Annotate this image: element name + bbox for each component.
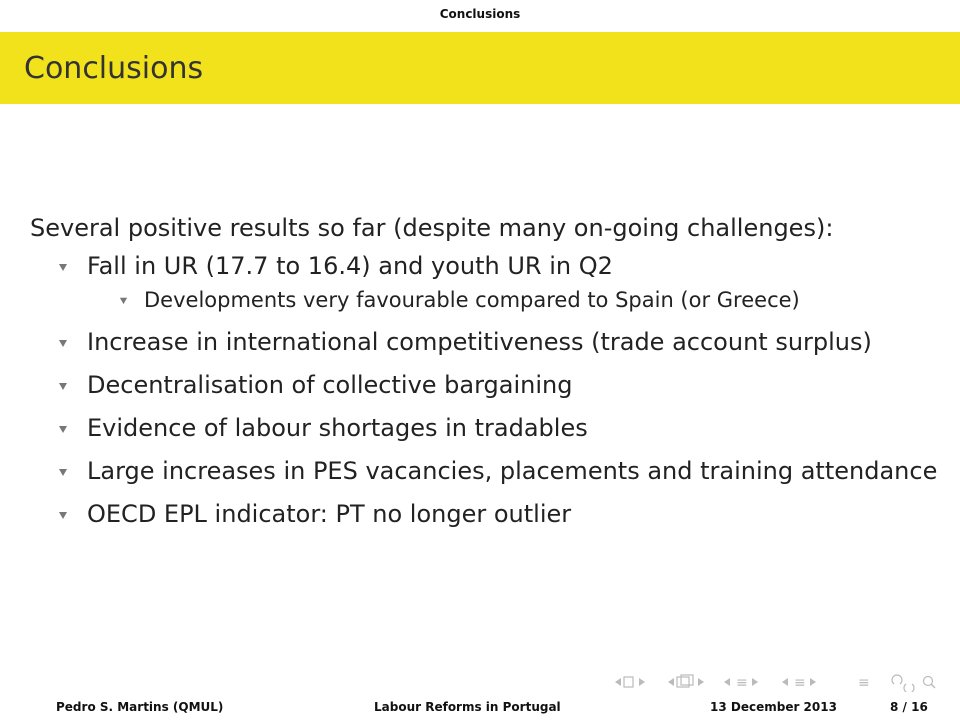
- list-item: [30, 250, 940, 315]
- list-item: [30, 369, 940, 401]
- next-section-icon[interactable]: [752, 678, 758, 686]
- bullet-list: [30, 250, 940, 530]
- align-icon[interactable]: [858, 675, 870, 691]
- list-item-text: Decentralisation of collective bargaining: [87, 371, 573, 399]
- list-item-text: OECD EPL indicator: PT no longer outlier: [87, 500, 572, 528]
- next-subsubsection-icon[interactable]: [810, 678, 816, 686]
- list-item-text: Fall in UR (17.7 to 16.4) and youth UR in Q2: [87, 252, 613, 280]
- intro-text: Several positive results so far (despite many on-going challenges):: [30, 214, 834, 242]
- list-item-text: Evidence of labour shortages in tradables: [87, 414, 588, 442]
- svg-text:≡: ≡: [736, 675, 748, 691]
- triangle-bullet-icon: [58, 381, 68, 391]
- triangle-bullet-icon: [58, 338, 68, 348]
- back-icon[interactable]: [892, 675, 902, 684]
- list-item-text: Increase in international competitiveness (trade account surplus): [87, 328, 872, 356]
- triangle-bullet-icon: [58, 510, 68, 520]
- list-item-text: Large increases in PES vacancies, placements and training attendance: [87, 457, 938, 485]
- footer-date: 13 December 2013: [710, 700, 837, 714]
- footer-page-number: 8 / 16: [890, 700, 928, 714]
- sub-bullet-list: [87, 285, 940, 315]
- sub-list-item: [87, 285, 940, 315]
- next-subsection-icon[interactable]: [698, 678, 704, 686]
- list-item: [30, 326, 940, 358]
- prev-section-icon[interactable]: [724, 675, 748, 691]
- triangle-bullet-icon: [58, 467, 68, 477]
- slide-content: [30, 212, 940, 530]
- list-item: [30, 455, 940, 487]
- footer-author: Pedro S. Martins (QMUL): [56, 700, 224, 714]
- title-bar: [0, 32, 960, 104]
- svg-text:≡: ≡: [858, 675, 870, 691]
- triangle-bullet-icon: [119, 296, 128, 305]
- footer: [0, 698, 960, 718]
- list-item: [30, 498, 940, 530]
- prev-subsection-icon[interactable]: [668, 675, 693, 687]
- triangle-bullet-icon: [58, 424, 68, 434]
- search-icon[interactable]: [924, 677, 936, 689]
- frame-title: Conclusions: [24, 51, 204, 86]
- section-header: Conclusions: [439, 7, 521, 21]
- prev-frame-icon[interactable]: [615, 677, 633, 687]
- triangle-bullet-icon: [58, 262, 68, 272]
- list-item: [30, 412, 940, 444]
- footer-talk-title: Labour Reforms in Portugal: [374, 700, 561, 714]
- svg-text:≡: ≡: [794, 675, 806, 691]
- next-frame-icon[interactable]: [639, 678, 645, 686]
- forward-icon[interactable]: [904, 684, 914, 692]
- sub-list-item-text: Developments very favourable compared to Spain (or Greece): [144, 288, 800, 312]
- navigation-symbols: [612, 672, 952, 692]
- prev-subsubsection-icon[interactable]: [782, 675, 806, 691]
